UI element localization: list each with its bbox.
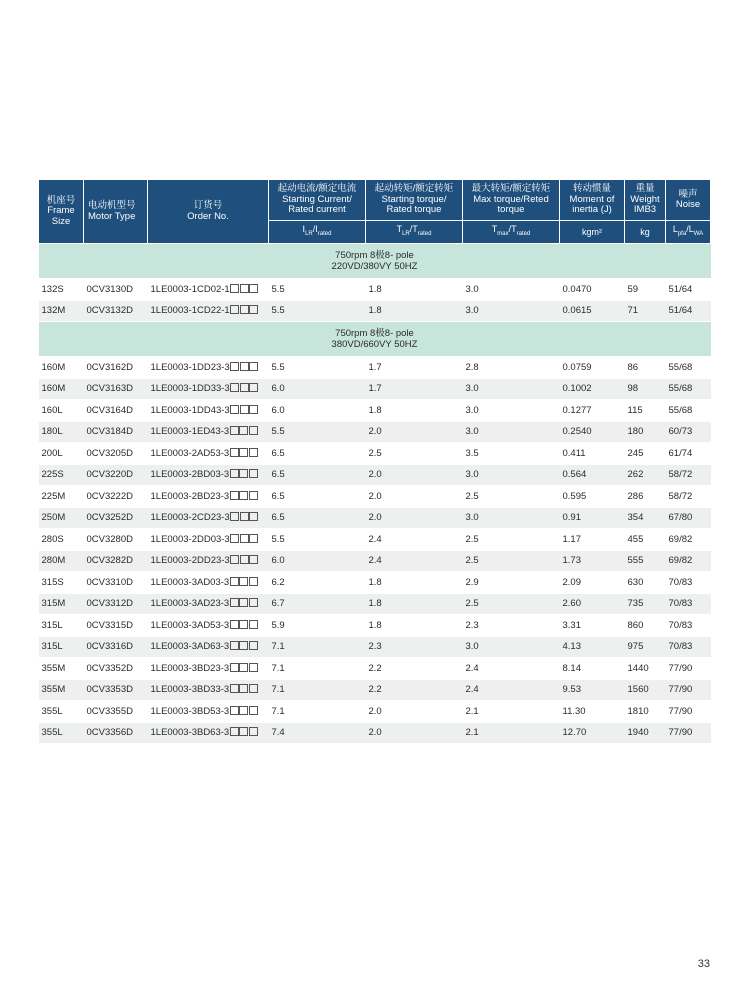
table-cell: 0CV3315D [84,615,148,637]
table-cell: 200L [39,443,84,465]
table-cell: 6.0 [269,550,366,572]
table-row [39,615,711,637]
table-cell: 7.4 [269,722,366,744]
order-suffix-boxes [230,405,259,416]
table-body [39,244,711,744]
table-cell: 2.60 [560,593,625,615]
table-cell: 98 [625,378,666,400]
table-cell: 0CV3205D [84,443,148,465]
table-cell: 5.5 [269,529,366,551]
table-cell: 0CV3352D [84,658,148,680]
table-cell: 860 [625,615,666,637]
table-cell: 58/72 [666,486,711,508]
table-cell: 1LE0003-2DD23-3 [148,550,269,572]
table-cell: 7.1 [269,658,366,680]
page-number: 33 [697,958,710,970]
table-cell: 2.1 [463,701,560,723]
order-suffix-boxes [230,512,259,523]
table-cell: 0.1277 [560,400,625,422]
table-cell: 245 [625,443,666,465]
table-cell: 5.5 [269,357,366,379]
table-cell: 51/64 [666,279,711,301]
table-cell: 6.2 [269,572,366,594]
order-suffix-boxes [230,534,259,545]
table-cell: 3.0 [463,464,560,486]
table-cell: 1.8 [366,615,463,637]
table-row [39,679,711,701]
table-cell: 5.5 [269,300,366,322]
table-cell: 1440 [625,658,666,680]
unit-noise: $L_{pfa}/L_{WA}$ [666,221,711,244]
table-cell: 0CV3163D [84,378,148,400]
table-cell: 61/74 [666,443,711,465]
table-cell: 1LE0003-2BD23-3 [148,486,269,508]
table-cell: 2.9 [463,572,560,594]
table-cell: 1810 [625,701,666,723]
section-header-row [39,322,711,357]
table-row [39,378,711,400]
table-row [39,636,711,658]
header-frame-size: 机座号 Frame Size [39,180,84,244]
table-cell: 1.8 [366,400,463,422]
table-cell: 0.0615 [560,300,625,322]
header-inertia: 转动惯量 Moment of inertia (J) [560,180,625,221]
table-cell: 69/82 [666,529,711,551]
table-cell: 0CV3280D [84,529,148,551]
table-cell: 55/68 [666,357,711,379]
table-cell: 2.0 [366,701,463,723]
table-cell: 0CV3220D [84,464,148,486]
table-row [39,400,711,422]
order-suffix-boxes [229,448,258,459]
header-starting-torque: 起动转矩/额定转矩 Starting torque/ Rated torque [366,180,463,221]
table-cell: 2.3 [463,615,560,637]
table-cell: 1.7 [366,357,463,379]
table-cell: 59 [625,279,666,301]
table-cell: 280S [39,529,84,551]
table-cell: 6.0 [269,378,366,400]
table-cell: 1LE0003-1DD43-3 [148,400,269,422]
table-cell: 5.5 [269,279,366,301]
table-row [39,421,711,443]
table-cell: 1.8 [366,279,463,301]
table-cell: 6.7 [269,593,366,615]
table-cell: 2.8 [463,357,560,379]
order-suffix-boxes [229,598,258,609]
table-cell: 555 [625,550,666,572]
order-suffix-boxes [229,491,258,502]
table-cell: 6.0 [269,400,366,422]
table-cell: 225M [39,486,84,508]
table-cell: 4.13 [560,636,625,658]
table-cell: 1.8 [366,300,463,322]
table-cell: 1LE0003-1CD22-1 [148,300,269,322]
motor-spec-table [38,179,711,744]
table-cell: 0CV3355D [84,701,148,723]
table-cell: 69/82 [666,550,711,572]
table-row [39,486,711,508]
header-order-no: 订货号 Order No. [148,180,269,244]
table-row [39,529,711,551]
table-cell: 3.0 [463,507,560,529]
header-motor-type: 电动机型号 Motor Type [84,180,148,244]
table-cell: 1LE0003-3AD53-3 [148,615,269,637]
table-cell: 455 [625,529,666,551]
table-cell: 77/90 [666,658,711,680]
table-cell: 70/83 [666,593,711,615]
table-cell: 2.5 [366,443,463,465]
table-cell: 0.564 [560,464,625,486]
table-cell: 280M [39,550,84,572]
order-suffix-boxes [230,383,259,394]
order-suffix-boxes [230,555,259,566]
table-cell: 0CV3356D [84,722,148,744]
table-cell: 1LE0003-1CD02-1 [148,279,269,301]
table-cell: 0CV3312D [84,593,148,615]
order-suffix-boxes [229,727,258,738]
table-cell: 2.3 [366,636,463,658]
table-cell: 2.0 [366,421,463,443]
section-header-row [39,244,711,279]
table-cell: 6.5 [269,464,366,486]
header-row [39,180,711,221]
table-cell: 7.1 [269,679,366,701]
table-cell: 86 [625,357,666,379]
unit-current: $I_{LR}/I_{rated}$ [269,221,366,244]
order-suffix-boxes [229,620,258,631]
table-cell: 7.1 [269,701,366,723]
table-row [39,464,711,486]
table-cell: 0.91 [560,507,625,529]
table-row [39,550,711,572]
table-cell: 0.2540 [560,421,625,443]
table-cell: 1.73 [560,550,625,572]
table-cell: 180L [39,421,84,443]
unit-max-torque: $T_{max}/T_{rated}$ [463,221,560,244]
table-row [39,572,711,594]
table-cell: 55/68 [666,400,711,422]
table-cell: 355M [39,679,84,701]
table-row [39,443,711,465]
table-cell: 2.1 [463,722,560,744]
table-cell: 9.53 [560,679,625,701]
table-cell: 315L [39,615,84,637]
table-cell: 735 [625,593,666,615]
order-suffix-boxes [230,362,259,373]
table-cell: 5.5 [269,421,366,443]
table-cell: 1LE0003-3BD63-3 [148,722,269,744]
table-cell: 3.0 [463,300,560,322]
table-cell: 630 [625,572,666,594]
table-cell: 355L [39,701,84,723]
table-cell: 70/83 [666,615,711,637]
order-suffix-boxes [229,684,258,695]
table-cell: 2.2 [366,679,463,701]
order-suffix-boxes [229,469,258,480]
table-cell: 55/68 [666,378,711,400]
table-cell: 160M [39,378,84,400]
table-cell: 2.0 [366,507,463,529]
table-cell: 0.0470 [560,279,625,301]
table-cell: 0CV3164D [84,400,148,422]
table-cell: 262 [625,464,666,486]
table-cell: 0CV3353D [84,679,148,701]
table-cell: 7.1 [269,636,366,658]
table-cell: 354 [625,507,666,529]
table-cell: 250M [39,507,84,529]
table-cell: 1LE0003-1ED43-3 [148,421,269,443]
table-cell: 132M [39,300,84,322]
table-cell: 0CV3222D [84,486,148,508]
header-weight: 重量 Weight IMB3 [625,180,666,221]
table-cell: 77/90 [666,679,711,701]
table-cell: 6.5 [269,507,366,529]
table-cell: 2.2 [366,658,463,680]
table-cell: 1LE0003-3BD33-3 [148,679,269,701]
unit-inertia: kgm² [560,221,625,244]
table-cell: 1LE0003-1DD33-3 [148,378,269,400]
order-suffix-boxes [229,426,258,437]
table-cell: 315L [39,636,84,658]
table-cell: 1LE0003-3AD03-3 [148,572,269,594]
table-cell: 2.0 [366,722,463,744]
table-cell: 3.0 [463,279,560,301]
table-cell: 1LE0003-3BD23-3 [148,658,269,680]
table-cell: 315S [39,572,84,594]
table-cell: 3.0 [463,421,560,443]
table-cell: 1.8 [366,593,463,615]
header-noise: 噪声 Noise [666,180,711,221]
header-starting-current: 起动电流/额定电流 Starting Current/ Rated current [269,180,366,221]
table-cell: 6.5 [269,486,366,508]
table-cell: 70/83 [666,636,711,658]
table-cell: 71 [625,300,666,322]
table-cell: 132S [39,279,84,301]
section-title: 750rpm 8极8- pole 380VD/660VY 50HZ [39,322,711,357]
table-cell: 67/80 [666,507,711,529]
header-max-torque: 最大转矩/额定转矩 Max torque/Reted torque [463,180,560,221]
table-cell: 1940 [625,722,666,744]
table-cell: 1LE0003-3BD53-3 [148,701,269,723]
table-cell: 3.31 [560,615,625,637]
table-cell: 77/90 [666,701,711,723]
table-cell: 3.5 [463,443,560,465]
table-cell: 286 [625,486,666,508]
table-cell: 2.5 [463,529,560,551]
table-cell: 115 [625,400,666,422]
table-row [39,593,711,615]
table-cell: 0.411 [560,443,625,465]
table-cell: 0CV3282D [84,550,148,572]
table-cell: 3.0 [463,400,560,422]
table-cell: 2.4 [366,529,463,551]
table-cell: 2.4 [366,550,463,572]
table-cell: 0CV3132D [84,300,148,322]
table-cell: 1560 [625,679,666,701]
table-cell: 1LE0003-2AD53-3 [148,443,269,465]
table-cell: 1LE0003-3AD63-3 [148,636,269,658]
table-cell: 2.0 [366,486,463,508]
table-cell: 1LE0003-3AD23-3 [148,593,269,615]
table-cell: 2.4 [463,679,560,701]
table-cell: 11.30 [560,701,625,723]
table-cell: 315M [39,593,84,615]
table-row [39,658,711,680]
table-cell: 2.5 [463,550,560,572]
table-cell: 0CV3316D [84,636,148,658]
table-cell: 77/90 [666,722,711,744]
table-row [39,507,711,529]
table-cell: 6.5 [269,443,366,465]
table-row [39,701,711,723]
table-cell: 60/73 [666,421,711,443]
table-cell: 3.0 [463,378,560,400]
table-cell: 1LE0003-2DD03-3 [148,529,269,551]
table-cell: 0CV3310D [84,572,148,594]
table-cell: 160L [39,400,84,422]
table-cell: 0.0759 [560,357,625,379]
table-cell: 2.4 [463,658,560,680]
table-cell: 51/64 [666,300,711,322]
table-cell: 70/83 [666,572,711,594]
table-row [39,357,711,379]
table-row [39,279,711,301]
table-cell: 0CV3252D [84,507,148,529]
table-cell: 1LE0003-2BD03-3 [148,464,269,486]
table-cell: 5.9 [269,615,366,637]
table-cell: 0.595 [560,486,625,508]
table-cell: 180 [625,421,666,443]
unit-torque: $T_{LR}/T_{rated}$ [366,221,463,244]
table-cell: 355M [39,658,84,680]
table-cell: 975 [625,636,666,658]
table-cell: 0.1002 [560,378,625,400]
unit-weight: kg [625,221,666,244]
table-row [39,300,711,322]
table-cell: 1.7 [366,378,463,400]
table-cell: 2.09 [560,572,625,594]
table-cell: 1LE0003-1DD23-3 [148,357,269,379]
order-suffix-boxes [229,641,258,652]
order-suffix-boxes [229,706,258,717]
table-cell: 1.17 [560,529,625,551]
table-cell: 8.14 [560,658,625,680]
table-cell: 355L [39,722,84,744]
table-cell: 1.8 [366,572,463,594]
order-suffix-boxes [230,284,259,295]
order-suffix-boxes [229,577,258,588]
order-suffix-boxes [229,663,258,674]
table-cell: 0CV3162D [84,357,148,379]
order-suffix-boxes [230,305,259,316]
table-cell: 225S [39,464,84,486]
table-cell: 160M [39,357,84,379]
table-cell: 58/72 [666,464,711,486]
table-cell: 0CV3130D [84,279,148,301]
table-cell: 2.0 [366,464,463,486]
table-cell: 0CV3184D [84,421,148,443]
table-cell: 1LE0003-2CD23-3 [148,507,269,529]
table-cell: 2.5 [463,486,560,508]
table-cell: 3.0 [463,636,560,658]
table-cell: 12.70 [560,722,625,744]
table-row [39,722,711,744]
table-cell: 2.5 [463,593,560,615]
section-title: 750rpm 8极8- pole 220VD/380VY 50HZ [39,244,711,279]
